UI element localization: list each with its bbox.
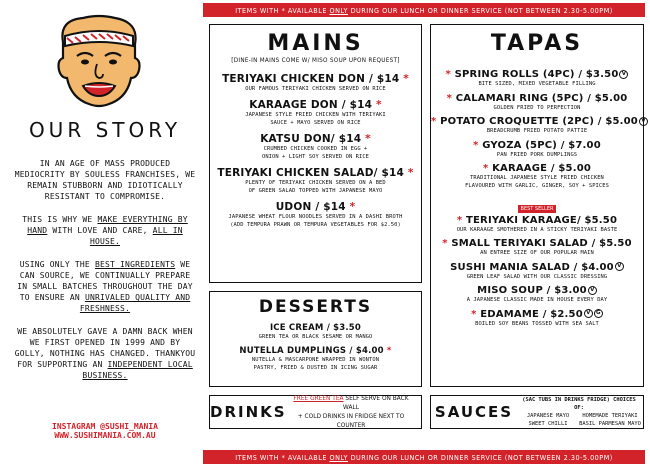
menu-item	[210, 201, 421, 229]
menu-item-name: GYOZA (5PC) / $7.00	[482, 139, 601, 151]
menu-item-description: TRADITIONAL JAPANESE STYLE FRIED CHICKEN	[470, 175, 604, 181]
lunch-dinner-only-star: *	[445, 69, 451, 80]
lunch-dinner-only-star: *	[471, 308, 477, 320]
menu-item-name: MISO SOUP / $3.00	[477, 285, 587, 296]
menu-item	[431, 69, 643, 88]
menu-item-name: NUTELLA DUMPLINGS / $4.00	[239, 346, 384, 356]
lunch-dinner-only-star: *	[431, 116, 437, 127]
mains-subtitle: [DINE-IN MAINS COME W/ MISO SOUP UPON REQUEST]	[231, 57, 400, 64]
menu-item	[431, 93, 643, 112]
story-paragraph-2: THIS IS WHY WE MAKE EVERYTHING BY HAND WITH LOVE AND CARE, ALL IN HOUSE.	[22, 215, 188, 246]
mains-title: MAINS	[267, 31, 364, 56]
instagram-handle[interactable]: INSTAGRAM @SUSHI_MANIA	[52, 422, 158, 431]
menu-item-description: OF GREEN SALAD TOPPED WITH JAPANESE MAYO	[248, 188, 383, 194]
menu-item	[431, 262, 643, 281]
menu-item-description: GREEN LEAF SALAD WITH OUR CLASSIC DRESSING	[466, 273, 608, 280]
vegetarian-badge: V	[615, 262, 624, 271]
menu-item	[210, 99, 421, 127]
menu-item	[431, 238, 643, 257]
mains-panel	[209, 24, 422, 283]
menu-item-name: SUSHI MANIA SALAD / $4.00	[450, 261, 614, 273]
menu-item-name: KARAAGE / $5.00	[492, 163, 592, 174]
lunch-dinner-only-star: *	[403, 73, 409, 85]
menu-item-name: EDAMAME / $2.50	[480, 308, 583, 320]
drinks-info: FREE GREEN TEA SELF SERVE ON BACK WALL + COLD DRINKS IN FRIDGE NEXT TO COUNTER	[293, 394, 409, 429]
lunch-dinner-only-star: *	[442, 238, 448, 249]
menu-item-description: AN ENTREE SIZE OF OUR POPULAR MAIN	[480, 250, 594, 256]
menu-item	[210, 73, 421, 93]
menu-item-description: PAN FRIED PORK DUMPLINGS	[496, 151, 578, 158]
tapas-list	[431, 69, 646, 328]
sauces-panel	[430, 395, 644, 429]
lunch-dinner-only-star: *	[365, 133, 371, 145]
menu-item-name: TERIYAKI CHICKEN DON / $14	[222, 73, 400, 85]
vegetarian-badge: V	[584, 309, 593, 318]
sauces-info: (SAC TUBS IN DRINKS FRIDGE) CHOICES OF: JAPANESE MAYO HOMEMADE TERIYAKI SWEET CHILLI BASIL PARMESAN MAYO	[522, 397, 641, 427]
menu-item-description: A JAPANESE CLASSIC MADE IN HOUSE EVERY DAY	[466, 297, 608, 303]
story-paragraph-1: IN AN AGE OF MASS PRODUCED MEDIOCRITY BY SOULESS FRANCHISES, WE REMAIN STUBBORN AND IDIOTICALLY RESISTANT TO COMPROMISE.	[14, 159, 196, 201]
menu-item-name: ICE CREAM / $3.50	[269, 323, 362, 333]
vegetarian-badge: V	[619, 70, 628, 79]
menu-item	[210, 133, 421, 161]
our-story-section	[14, 118, 196, 393]
lunch-dinner-only-star: *	[473, 139, 479, 151]
story-paragraph-4: WE ABSOLUTELY GAVE A DAMN BACK WHEN WE FIRST OPENED IN 1999 AND BY GOLLY, NOTHING HAS CHANGED. THANKYOU FOR SUPPORTING AN INDEPENDENT LOCAL BUSINESS.	[14, 327, 196, 380]
menu-item-description: CRUMBED CHICKEN COOKED IN EGG +	[263, 146, 368, 152]
menu-item-description: BREADCRUMB FRIED POTATO PATTIE	[486, 128, 588, 134]
lunch-dinner-only-star: *	[456, 214, 463, 226]
menu-item	[431, 215, 643, 234]
social-links	[14, 422, 196, 440]
menu-item-description: GOLDEN FRIED TO PERFECTION	[493, 104, 581, 111]
menu-item-name: TERIYAKI CHICKEN SALAD/ $14	[217, 167, 405, 179]
menu-item-description: BOILED SOY BEANS TOSSED WITH SEA SALT	[475, 320, 599, 327]
lunch-dinner-only-star: *	[407, 167, 414, 179]
menu-item	[431, 309, 643, 328]
menu-item-name: KARAAGE DON / $14	[249, 99, 373, 111]
mains-list	[210, 73, 421, 229]
lunch-dinner-only-star: *	[482, 163, 489, 174]
our-story-title: OUR STORY	[28, 118, 182, 142]
menu-item-name: KATSU DON/ $14	[260, 133, 362, 145]
vegetarian-badge: V	[588, 286, 597, 295]
best-seller-badge: BEST SELLER	[518, 205, 557, 213]
menu-item-name: TERIYAKI KARAAGE/ $5.50	[466, 214, 618, 226]
story-paragraph-3: USING ONLY THE BEST INGREDIENTS WE CAN SOURCE, WE CONTINUALLY PREPARE IN SMALL BATCHES THROUGHOUT THE DAY TO ENSURE AN UNRIVALED QUALITY AND FRESHNESS.	[17, 260, 193, 313]
desserts-list	[210, 323, 421, 372]
vegetarian-badge: V	[639, 117, 648, 126]
menu-item-description: OUR KARAAGE SMOTHERED IN A STICKY TERIYAKI BASTE	[456, 226, 618, 233]
desserts-title: DESSERTS	[258, 297, 373, 317]
service-banner-top: ITEMS WITH * AVAILABLE ONLY DURING OUR LUNCH OR DINNER SERVICE (NOT BETWEEN 2.30-5.00PM)	[203, 3, 645, 17]
menu-item	[431, 116, 646, 135]
menu-item	[431, 163, 643, 190]
menu-item-name: POTATO CROQUETTE (2PC) / $5.00	[440, 116, 638, 127]
lunch-dinner-only-star: *	[386, 346, 392, 356]
sauces-title: SAUCES	[434, 403, 514, 421]
menu-item-description: JAPANESE WHEAT FLOUR NOODLES SERVED IN A DASHI BROTH	[228, 214, 403, 220]
menu-item-name: UDON / $14	[275, 201, 346, 213]
menu-item	[210, 346, 421, 372]
lunch-dinner-only-star: *	[349, 201, 356, 213]
menu-item-description: BITE SIZED, MIXED VEGETABLE FILLING	[478, 81, 596, 87]
desserts-panel	[209, 291, 422, 387]
menu-item-description: ONION + LIGHT SOY SERVED ON RICE	[261, 154, 370, 160]
lunch-dinner-only-star: *	[376, 99, 382, 111]
menu-item	[431, 285, 643, 304]
tapas-panel	[430, 24, 644, 387]
menu-item	[431, 140, 643, 159]
service-banner-bottom: ITEMS WITH * AVAILABLE ONLY DURING OUR LUNCH OR DINNER SERVICE (NOT BETWEEN 2.30-5.00PM)	[203, 450, 645, 464]
menu-item-name: SMALL TERIYAKI SALAD / $5.50	[451, 238, 632, 249]
menu-item-description: OUR FAMOUS TERIYAKI CHICKEN SERVED ON RICE	[245, 86, 386, 92]
menu-item	[210, 323, 421, 341]
menu-item-description: PASTRY, FRIED & DUSTED IN ICING SUGAR	[253, 365, 378, 371]
menu-item-description: (ADD TEMPURA PRAWN OR TEMPURA VEGETABLES FOR $2.50)	[230, 222, 401, 228]
menu-item-description: SAUCE + MAYO SERVED ON RICE	[270, 120, 361, 126]
menu-item	[210, 167, 421, 195]
menu-item-description: NUTELLA & MASCARPONE WRAPPED IN WONTON	[251, 357, 380, 363]
menu-item-description: PLENTY OF TERIYAKI CHICKEN SERVED ON A BED	[245, 180, 386, 186]
website-link[interactable]: WWW.SUSHIMANIA.COM.AU	[54, 431, 156, 440]
menu-item-description: JAPANESE STYLE FRIED CHICKEN WITH TERIYAKI	[245, 112, 386, 118]
menu-item-description: FLAVOURED WITH GARLIC, GINGER, SOY + SPICES	[465, 183, 609, 189]
menu-item-description: GREEN TEA OR BLACK SESAME OR MANGO	[258, 334, 373, 340]
lunch-dinner-only-star: *	[446, 92, 453, 104]
chef-face-logo	[53, 12, 145, 110]
gluten-free-badge: G	[594, 309, 603, 318]
drinks-panel	[209, 395, 422, 429]
menu-item-name: SPRING ROLLS (4PC) / $3.50	[454, 69, 619, 80]
tapas-title: TAPAS	[490, 31, 584, 56]
drinks-title: DRINKS	[210, 403, 287, 421]
menu-item-name: CALAMARI RING (5PC) / $5.00	[455, 92, 628, 104]
